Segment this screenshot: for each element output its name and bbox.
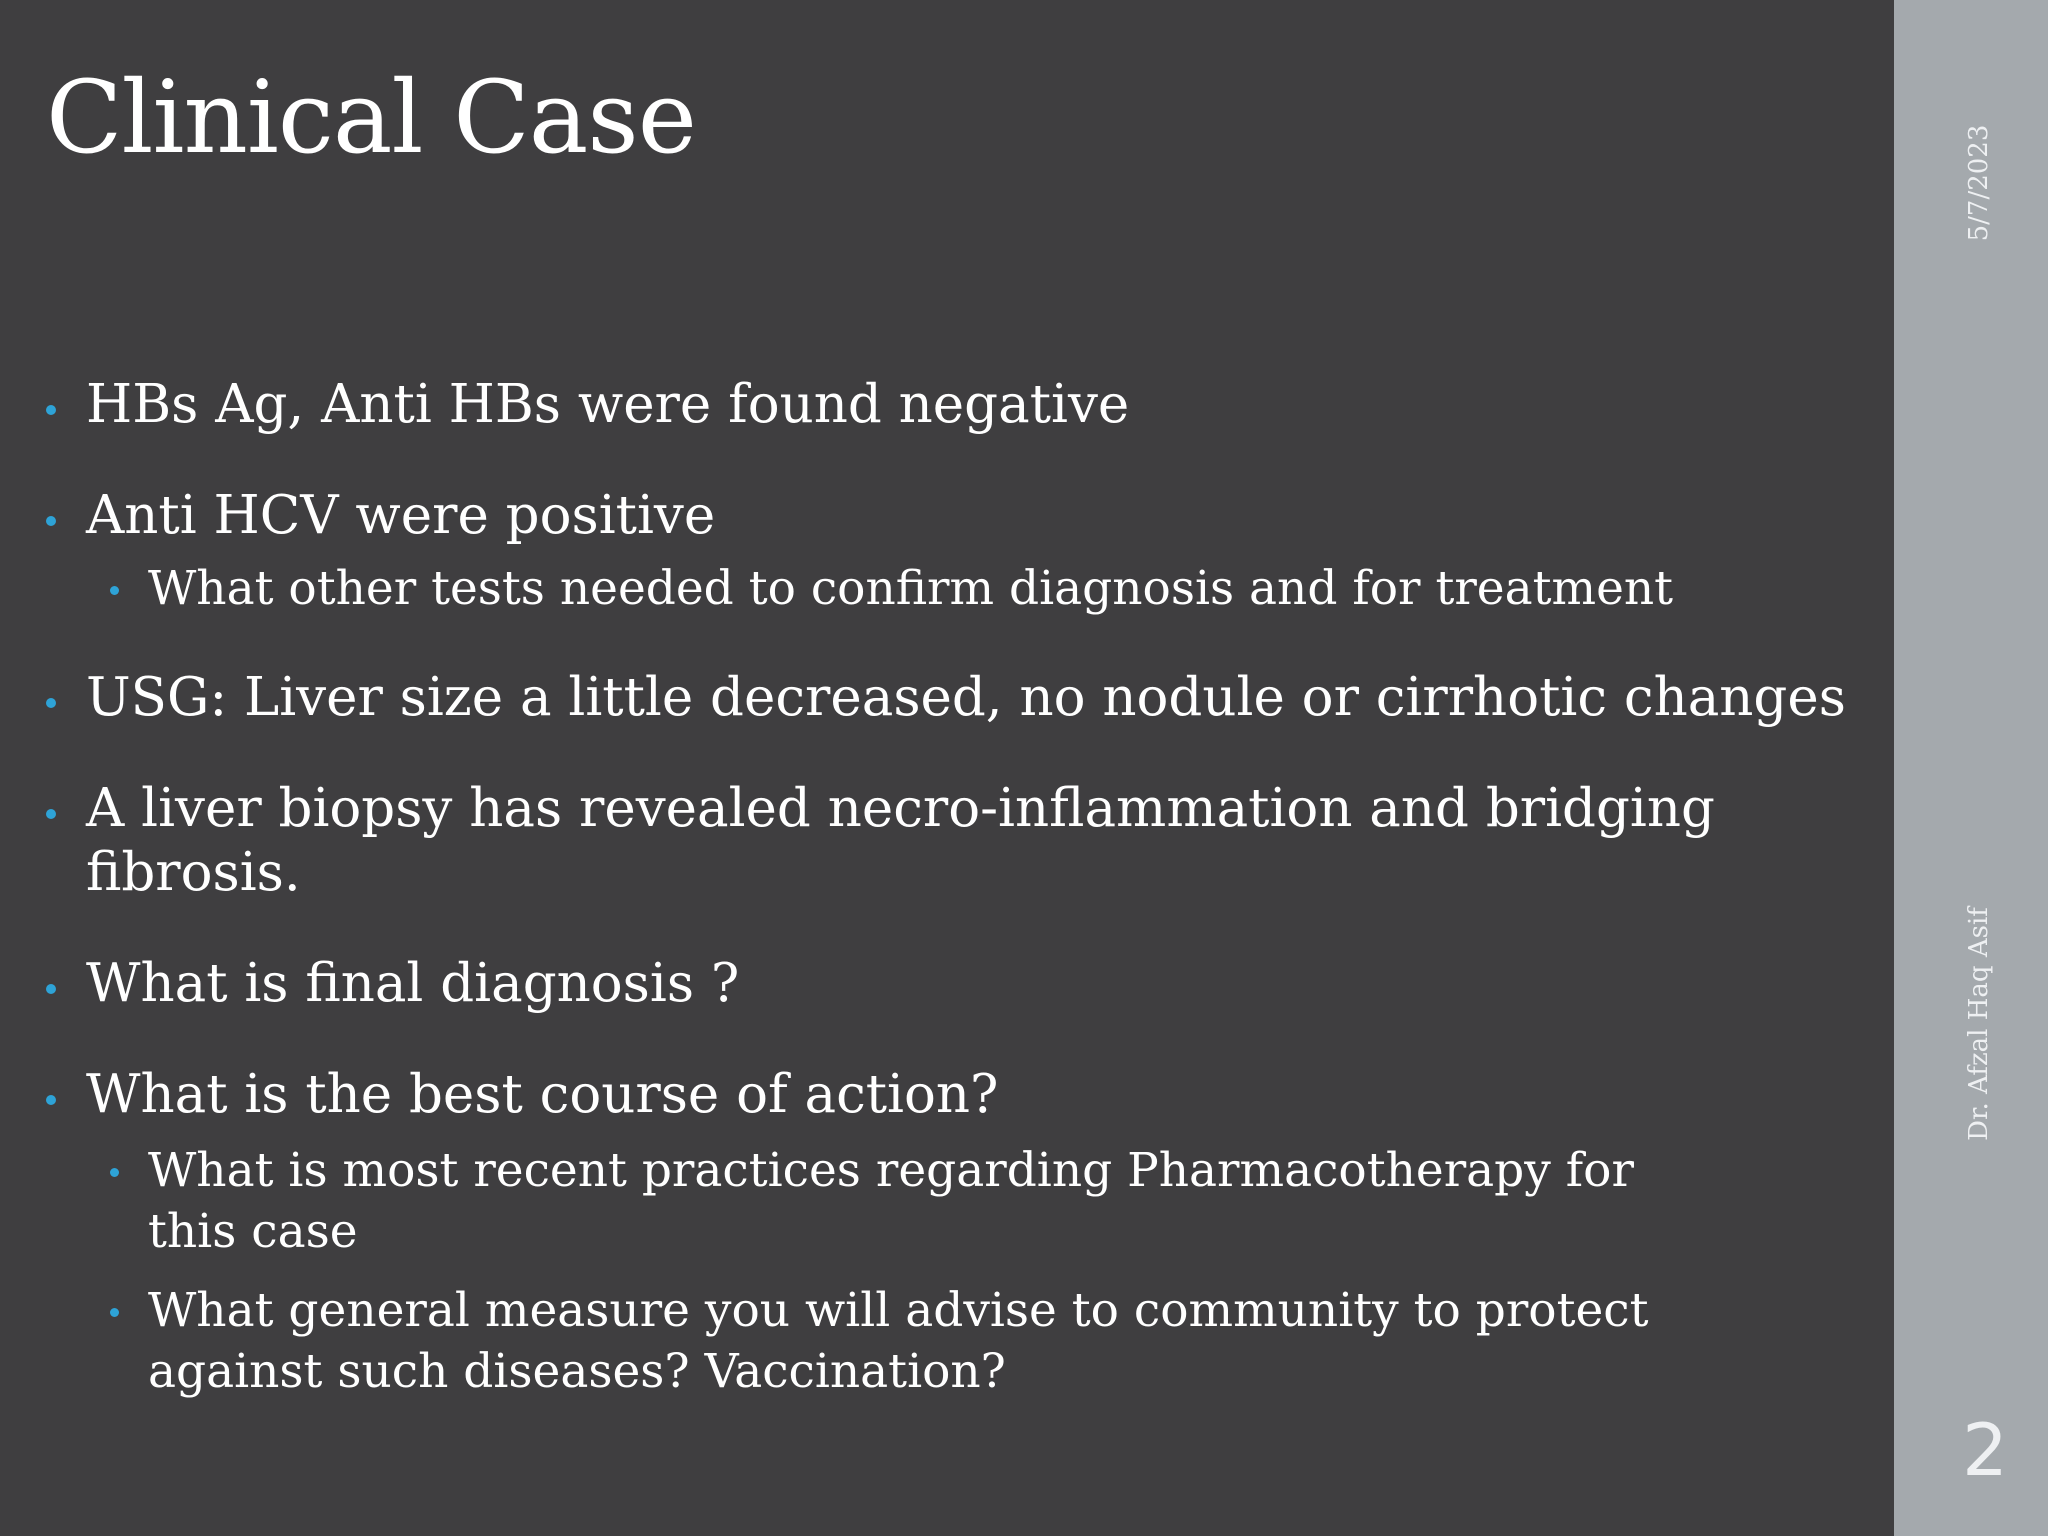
bullet-dot-icon: [46, 516, 56, 526]
sub-bullet-item: [148, 558, 1673, 619]
bullet-text-line: What other tests needed to confirm diagnosis and for treatment: [148, 561, 1674, 616]
bullet-text-line: Anti HCV were positive: [86, 485, 716, 546]
bullet-item: [86, 777, 1715, 905]
bullet-text-line: What general measure you will advise to community to protect: [148, 1283, 1649, 1338]
bullet-dot-icon: [46, 809, 56, 819]
bullet-dot-icon: [46, 984, 56, 994]
bullet-text-line: HBs Ag, Anti HBs were found negative: [86, 374, 1130, 435]
bullet-dot-icon: [46, 1095, 56, 1105]
sub-bullet-item: [148, 1140, 1634, 1262]
bullet-text-line: A liver biopsy has revealed necro-inflammation and bridging: [86, 778, 1715, 839]
bullet-dot-icon: [46, 698, 56, 708]
bullet-item: [86, 484, 715, 548]
bullet-item: [86, 666, 1846, 730]
bullet-dot-icon: [46, 405, 56, 415]
bullet-text-line: USG: Liver size a little decreased, no nodule or cirrhotic changes: [86, 667, 1846, 728]
sub-bullet-dot-icon: [110, 586, 119, 595]
sub-bullet-dot-icon: [110, 1168, 119, 1177]
bullet-text-line: this case: [148, 1204, 358, 1259]
bullet-text-line: What is most recent practices regarding Pharmacotherapy for: [148, 1143, 1634, 1198]
slide-title: Clinical Case: [46, 59, 696, 176]
slide-number: 2: [1962, 1408, 2008, 1492]
slide-author: Dr. Afzal Haq Asif: [1964, 907, 1994, 1141]
bullet-text-line: against such diseases? Vaccination?: [148, 1344, 1006, 1399]
sub-bullet-dot-icon: [110, 1308, 119, 1317]
bullet-text-line: fibrosis.: [86, 842, 301, 903]
bullet-text-line: What is final diagnosis ?: [86, 953, 740, 1014]
bullet-text-line: What is the best course of action?: [86, 1064, 999, 1125]
bullet-item: [86, 952, 739, 1016]
slide-date: 5/7/2023: [1964, 124, 1994, 242]
bullet-item: [86, 1063, 998, 1127]
sub-bullet-item: [148, 1280, 1649, 1402]
bullet-item: [86, 373, 1129, 437]
